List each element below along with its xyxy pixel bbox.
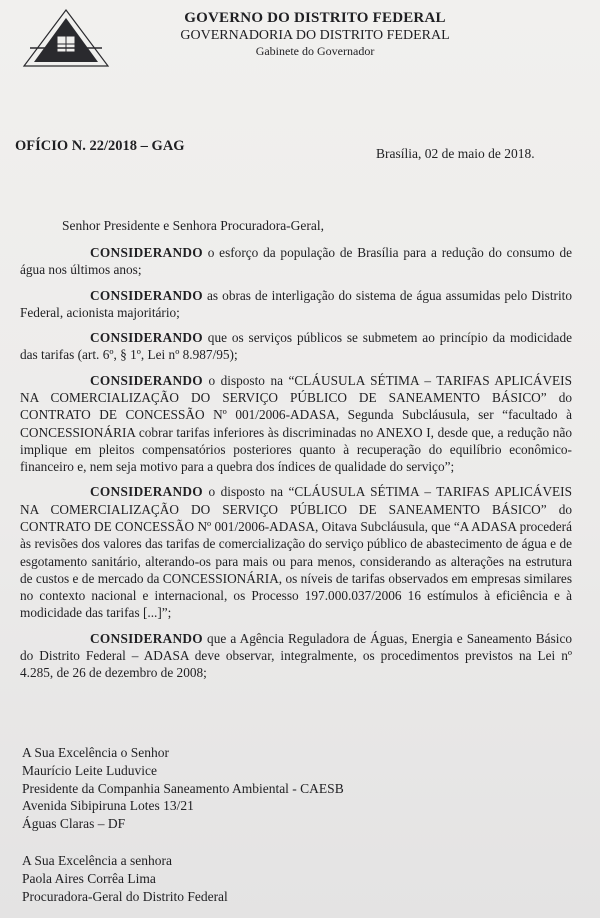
considerando-lead: CONSIDERANDO [90,245,203,260]
letter-body [20,244,572,689]
considerando-lead: CONSIDERANDO [90,330,203,346]
considerando-lead: CONSIDERANDO [90,484,203,500]
letterhead-gabinete: Gabinete do Governador [255,44,375,59]
addressee-street: Avenida Sibipiruna Lotes 13/21 [22,798,194,814]
considerando-text: que a Agência Reguladora de Águas, Energia e Saneamento Básico do Distrito Federal – ADASA deve observar, integralmente, os procedimentos previstos na Lei nº 4.285, de 26 de dezembro de 2008; [20,630,572,681]
addressee-name: Paola Aires Corrêa Lima [22,870,156,886]
letterhead-government: GOVERNO DO DISTRITO FEDERAL [184,10,446,26]
addressee-block-caesb [22,744,344,833]
addressee-name: Maurício Leite Luduvice [22,762,157,778]
addressee-city: Águas Claras – DF [22,816,126,832]
considerando-paragraph [20,287,572,322]
addressee-greeting: A Sua Excelência a senhora [22,853,172,868]
considerando-lead: CONSIDERANDO [90,287,203,303]
considerando-paragraph [20,630,572,682]
letterhead [150,10,480,59]
oficio-number: OFÍCIO N. 22/2018 – GAG [15,138,185,154]
addressee-title: Presidente da Companhia Saneamento Ambiental - CAESB [22,780,344,796]
considerando-text: o disposto na “CLÁUSULA SÉTIMA – TARIFAS APLICÁVEIS NA COMERCIALIZAÇÃO DO SERVIÇO PÚBLICO DE SANEAMENTO BÁSICO” do CONTRATO DE CONCESSÃO Nº 001/2006-ADASA, Oitava Subcláusula, que “A ADASA procederá às revisões dos valores das tarifas de comercialização do serviço público de abastecimento de água e de esgotamento sanitário, alterando-os para mais ou para menos, considerando as alterações na estrutura de custos e de mercado da CONCESSIONÁRIA, os níveis de tarifas observados em empresas similares no contexto nacional e internacional, os Processo 197.000.037/2006 16 estímulos à eficiência e à modicidade das tarifas [...]”; [20,484,572,621]
considerando-paragraph [20,372,572,476]
gdf-coat-of-arms-icon [22,8,110,70]
considerando-text: que os serviços públicos se submetem ao princípio da modicidade das tarifas (art. 6º, § 1º, Lei nº 8.987/95); [20,330,572,363]
addressee-greeting: A Sua Excelência o Senhor [22,745,169,760]
salutation: Senhor Presidente e Senhora Procuradora-Geral, [62,218,325,233]
considerando-lead: CONSIDERANDO [90,372,203,388]
considerando-text: o esforço da população de Brasília para a redução do consumo de água nos últimos anos; [20,245,572,278]
addressee-block-procuradoria [22,852,228,905]
considerando-paragraph [20,329,572,364]
document-date: Brasília, 02 de maio de 2018. [376,146,535,161]
considerando-lead: CONSIDERANDO [90,630,203,646]
considerando-text: as obras de interligação do sistema de água assumidas pelo Distrito Federal, acionista majoritário; [20,287,572,320]
considerando-text: o disposto na “CLÁUSULA SÉTIMA – TARIFAS APLICÁVEIS NA COMERCIALIZAÇÃO DO SERVIÇO PÚBLICO DE SANEAMENTO BÁSICO” do CONTRATO DE CONCESSÃO Nº 001/2006-ADASA, Segunda Subcláusula, ser “facultado à CONCESSIONÁRIA cobrar tarifas inferiores às discriminadas no ANEXO I, desde que, a redução não implique em pleitos compensatórios posteriores quanto à recuperação do equilíbrio econômico-financeiro e, nem seja motivo para a quebra dos índices de qualidade do serviço”; [20,372,572,475]
letterhead-governadoria: GOVERNADORIA DO DISTRITO FEDERAL [180,27,450,43]
considerando-paragraph [20,483,572,621]
considerando-paragraph [20,244,572,279]
addressee-title: Procuradora-Geral do Distrito Federal [22,888,228,904]
